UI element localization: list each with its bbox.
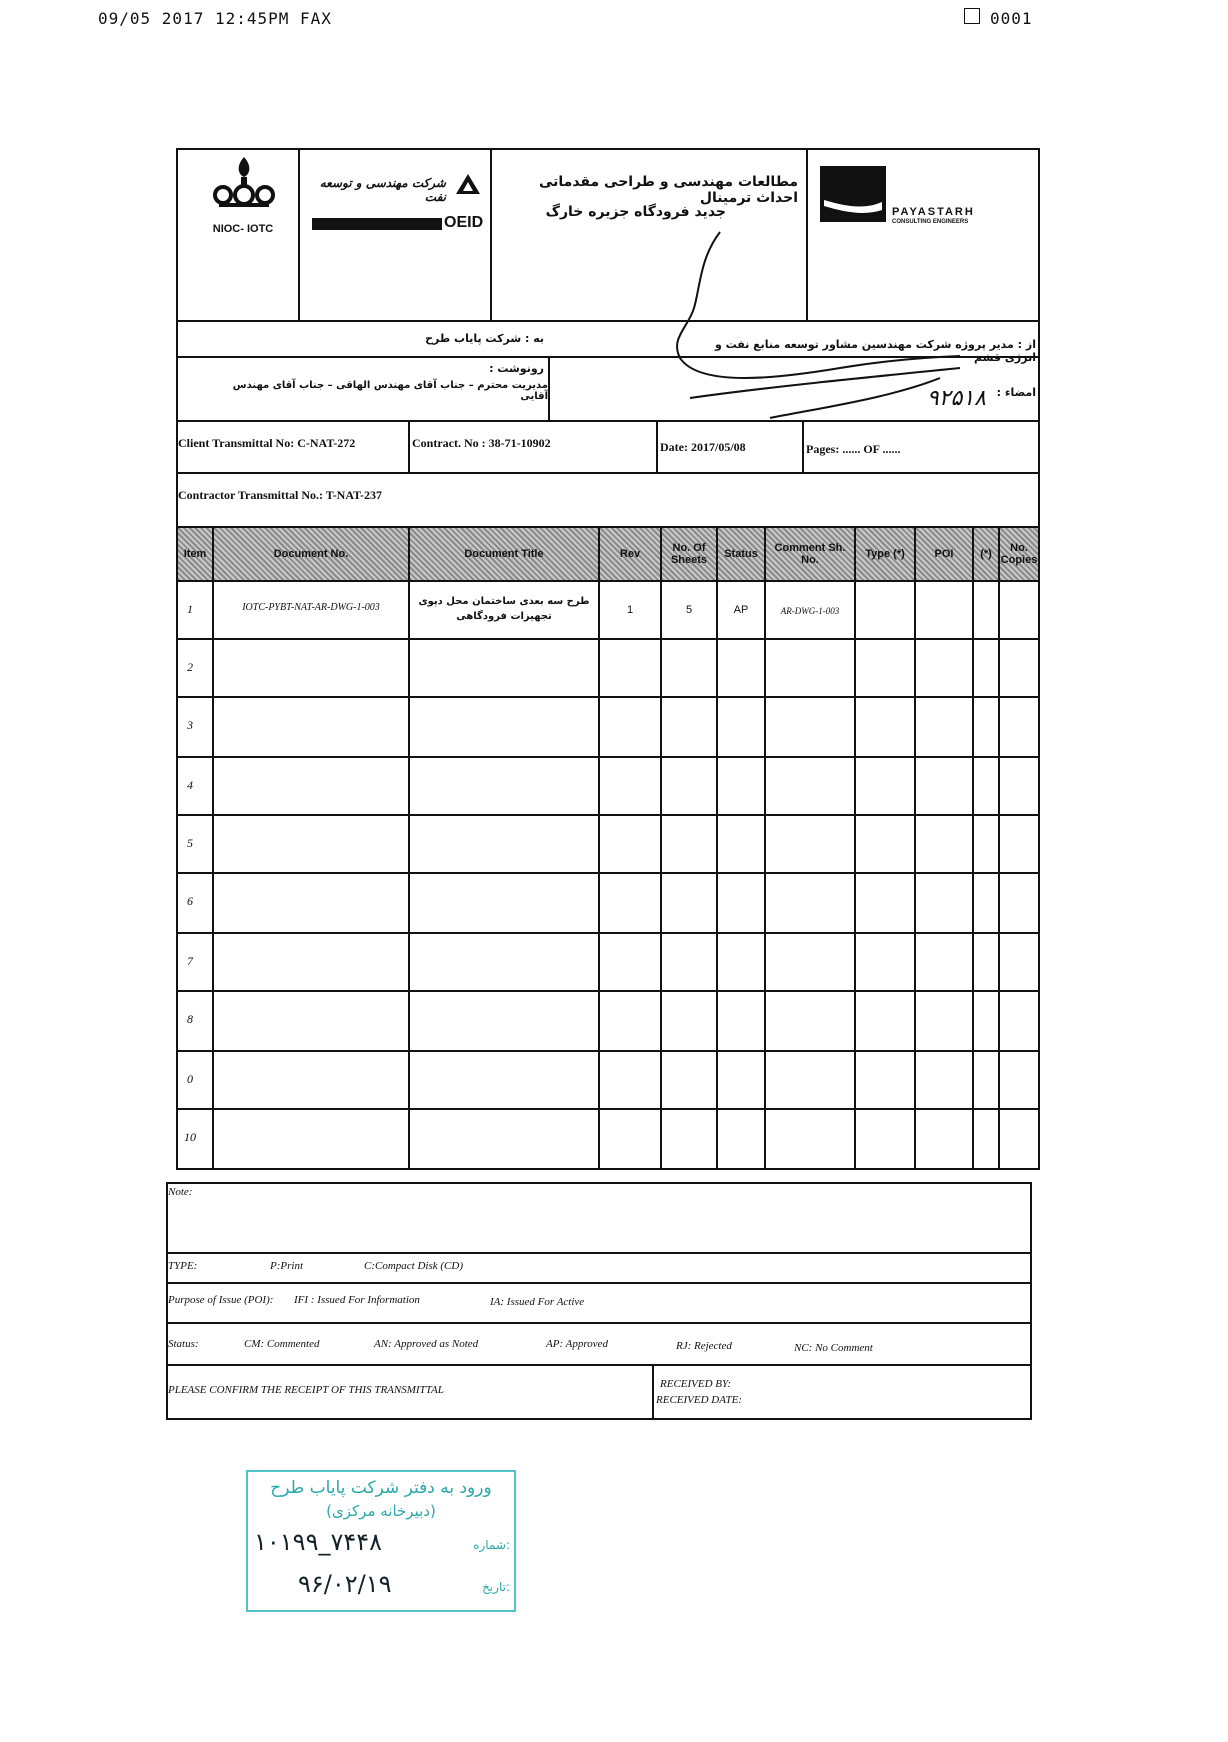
confirm-receipt: PLEASE CONFIRM THE RECEIPT OF THIS TRANSMITTAL	[168, 1384, 444, 1396]
type-cd: C:Compact Disk (CD)	[364, 1260, 463, 1272]
cc-label: رونوشت :	[489, 362, 544, 375]
received-by: RECEIVED BY:	[660, 1378, 732, 1390]
row1-comment-sheet: AR-DWG-1-003	[780, 606, 840, 616]
payastarh-name: PAYASTARH	[892, 206, 975, 218]
payastarh-subtitle: CONSULTING ENGINEERS	[892, 219, 969, 225]
type-print: P:Print	[270, 1260, 303, 1272]
status-rj: RJ: Rejected	[676, 1340, 732, 1352]
col-header-rev: Rev	[600, 528, 660, 580]
row1-sheets: 5	[685, 604, 693, 616]
col-header-document-no: Document No.	[214, 528, 408, 580]
contractor-transmittal: Contractor Transmittal No.: T-NAT-237	[178, 488, 382, 502]
poi-ifi: IFI : Issued For Information	[294, 1294, 420, 1306]
signature-scribble	[660, 228, 1000, 428]
to-field: به : شرکت پایاب طرح	[425, 332, 544, 345]
stamp-number-value: ۱۰۱۹۹_۷۴۴۸	[254, 1528, 383, 1556]
row-number: 2	[187, 660, 193, 674]
stamp-number-label: شماره:	[473, 1538, 510, 1552]
poi-ia: IA: Issued For Active	[490, 1296, 585, 1308]
row-number: 10	[184, 1130, 196, 1144]
row1-rev: 1	[626, 604, 634, 616]
from-field: از : مدیر پروژه شرکت مهندسین مشاور توسعه منابع نفت و انرژی قشم	[714, 338, 1036, 364]
row1-document-title: طرح سه بعدی ساختمان محل دپوی تجهیزات فرودگاهی	[418, 596, 590, 622]
nioc-label: NIOC- IOTC	[212, 223, 274, 235]
col-header-comment: Comment Sh. No.	[766, 528, 854, 580]
status-an: AN: Approved as Noted	[374, 1338, 479, 1350]
status-nc: NC: No Comment	[794, 1342, 873, 1354]
contract-number: Contract. No : 38-71-10902	[412, 436, 551, 450]
status-cm: CM: Commented	[244, 1338, 320, 1350]
stamp-date-label: تاریخ:	[482, 1580, 510, 1594]
row-number: 7	[187, 954, 193, 968]
row-number: 5	[187, 836, 193, 850]
col-header-poi-note: (*)	[974, 528, 998, 580]
signature-label: امضاء :	[996, 386, 1036, 399]
col-header-item: Item	[178, 528, 212, 580]
row-number: 8	[187, 1012, 193, 1026]
oeid-triangle-logo	[455, 173, 481, 195]
type-label: TYPE:	[168, 1260, 198, 1272]
row1-document-no: IOTC-PYBT-NAT-AR-DWG-1-003	[242, 602, 380, 613]
stamp-title: ورود به دفتر شرکت پایاب طرح	[270, 1478, 492, 1498]
poi-label: Purpose of Issue (POI):	[168, 1294, 274, 1306]
row-number: 3	[187, 718, 193, 732]
fax-page-number: 0001	[990, 9, 1033, 28]
fax-page-icon	[964, 8, 980, 24]
status-ap: AP: Approved	[546, 1338, 609, 1350]
oeid-label: OEID	[444, 214, 484, 231]
row-number: 6	[187, 894, 193, 908]
documents-table	[176, 526, 1040, 1170]
entry-stamp	[246, 1470, 516, 1612]
received-date: RECEIVED DATE:	[656, 1394, 743, 1406]
nioc-flame-logo	[213, 155, 275, 211]
status-label: Status:	[168, 1338, 199, 1350]
cc-value: مدیریت محترم – جناب آقای مهندس الهاقی – جناب آقای مهندس آقایی	[232, 380, 548, 402]
col-header-document-title: Document Title	[410, 528, 598, 580]
stamp-date-value: ۹۶/۰۲/۱۹	[298, 1570, 392, 1598]
row-number: 1	[187, 602, 193, 616]
col-header-status: Status	[718, 528, 764, 580]
oeid-company-name: شرکت مهندسی و توسعه نفت	[319, 176, 446, 204]
col-header-sheets: No. Of Sheets	[662, 528, 716, 580]
oeid-black-bar	[312, 218, 442, 230]
project-title-line2: جدید فرودگاه جزیره خارگ	[545, 204, 726, 220]
handwritten-number: ۹۲۵۱۸	[926, 386, 986, 411]
row-number: 0	[187, 1072, 193, 1086]
fax-timestamp: 09/05 2017 12:45PM FAX	[98, 9, 332, 28]
project-title-line1: مطالعات مهندسی و طراحی مقدماتی احداث ترمینال	[538, 174, 798, 206]
row-number: 4	[187, 778, 193, 792]
note-label: Note:	[168, 1186, 193, 1198]
col-header-type: Type (*)	[856, 528, 914, 580]
col-header-copies: No. Copies	[1000, 528, 1038, 580]
payastarh-logo	[820, 166, 886, 222]
stamp-subtitle: (دبیرخانه مرکزی)	[326, 1502, 436, 1520]
col-header-poi: POI	[916, 528, 972, 580]
row1-status: AP	[733, 604, 749, 616]
client-transmittal: Client Transmittal No: C-NAT-272	[178, 436, 356, 450]
transmittal-date: Date: 2017/05/08	[660, 440, 746, 454]
pages-field: Pages: ...... OF ......	[806, 442, 901, 456]
